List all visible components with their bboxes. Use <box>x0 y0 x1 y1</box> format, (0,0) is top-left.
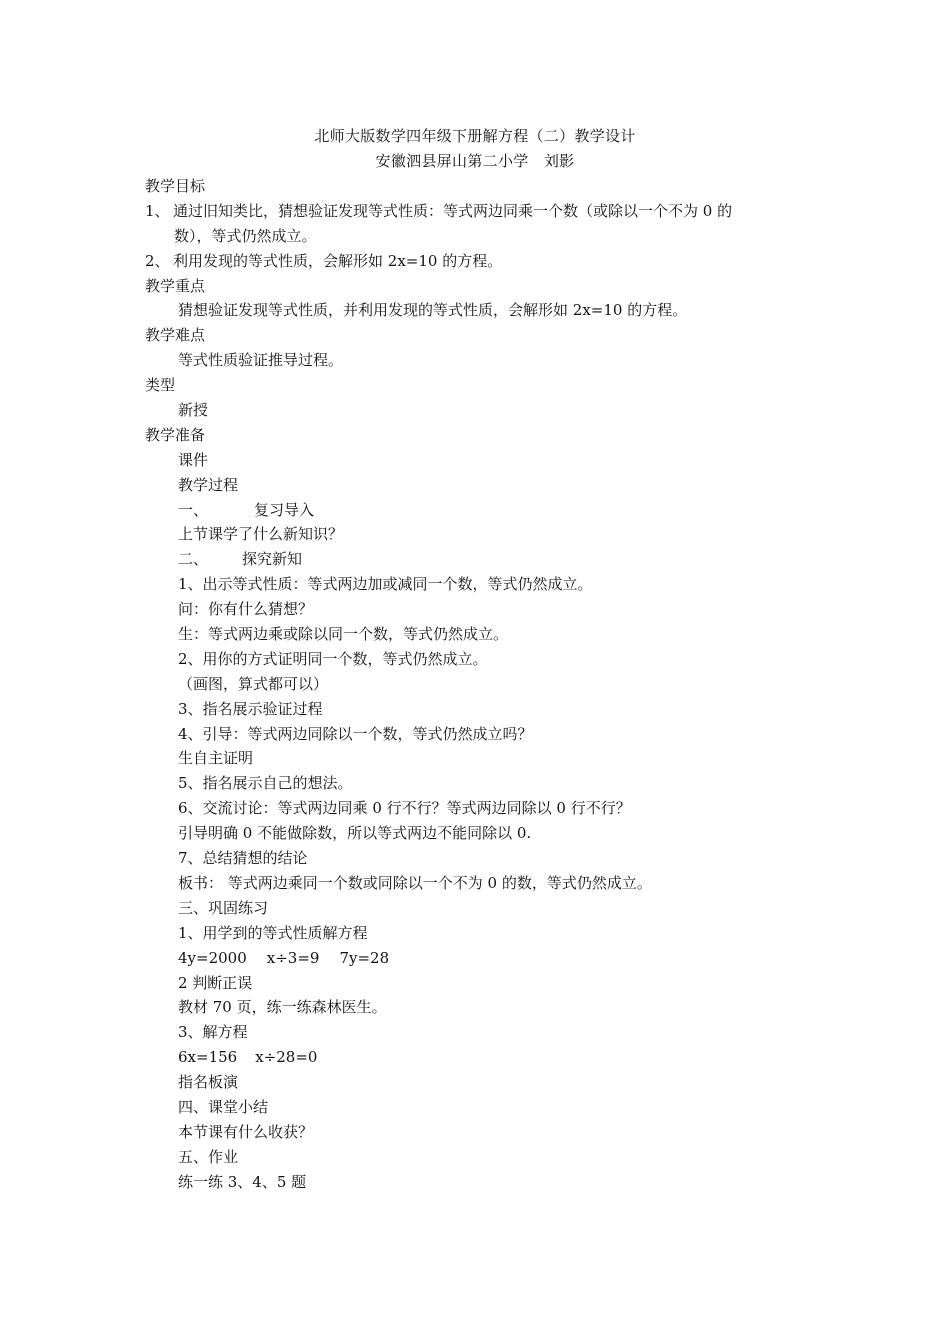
text-line: 2 判断正误 <box>178 973 253 992</box>
goal-item-1 <box>145 199 810 224</box>
text-line: 1、用学到的等式性质解方程 <box>178 923 368 942</box>
prep-text: 课件 <box>178 450 209 469</box>
goal-item-2 <box>145 249 810 274</box>
goal-heading: 教学目标 <box>145 177 206 195</box>
prep-heading: 教学准备 <box>145 425 206 444</box>
text-line: 五、作业 <box>178 1147 239 1166</box>
text-line: （画图，算式都可以） <box>178 674 329 693</box>
text-line: 1、出示等式性质：等式两边加或减同一个数，等式仍然成立。 <box>178 575 593 594</box>
difficulty-text: 等式性质验证推导过程。 <box>178 351 344 370</box>
text-line: 3、解方程 <box>178 1023 248 1042</box>
text-line: 本节课有什么收获？ <box>178 1122 314 1141</box>
text-line: 练一练 3、4、5 题 <box>178 1172 307 1191</box>
text-line: 3、指名展示验证过程 <box>178 699 323 718</box>
equation-row-2 <box>145 1045 810 1070</box>
text-line: 三、巩固练习 <box>178 898 269 917</box>
document-body <box>145 174 810 1195</box>
type-text: 新授 <box>178 401 209 420</box>
section-1-question: 上节课学了什么新知识？ <box>178 525 344 544</box>
equation-row-1 <box>145 946 810 971</box>
goal-item-1-num: 1、 <box>145 201 170 220</box>
process-heading: 教学过程 <box>178 475 239 494</box>
section-1-num: 一、 <box>178 500 209 519</box>
difficulty-heading: 教学难点 <box>145 326 206 345</box>
key-text: 猜想验证发现等式性质，并利用发现的等式性质，会解形如 2x=10 的方程。 <box>178 301 688 320</box>
document-author: 安徽泗县屏山第二小学 刘影 <box>375 152 575 170</box>
text-line: 问：你有什么猜想？ <box>178 600 314 619</box>
goal-item-1-text: 通过旧知类比，猜想验证发现等式性质：等式两边同乘一个数（或除以一个不为 0 的 <box>173 201 733 220</box>
text-line: 7、总结猜想的结论 <box>178 849 308 868</box>
text-line: 教材 70 页，练一练森林医生。 <box>178 998 387 1017</box>
text-line: 4、引导：等式两边同除以一个数，等式仍然成立吗？ <box>178 724 533 743</box>
text-line: 板书： 等式两边乘同一个数或同除以一个不为 0 的数，等式仍然成立。 <box>178 873 652 892</box>
text-line: 生：等式两边乘或除以同一个数，等式仍然成立。 <box>178 625 509 644</box>
section-2 <box>145 547 810 572</box>
equation: x÷3=9 <box>266 948 320 967</box>
text-line: 6、交流讨论：等式两边同乘 0 行不行？等式两边同除以 0 行不行？ <box>178 799 631 818</box>
goal-item-2-text: 利用发现的等式性质，会解形如 2x=10 的方程。 <box>173 251 503 270</box>
key-heading: 教学重点 <box>145 276 206 295</box>
goal-item-2-num: 2、 <box>145 251 170 270</box>
section-2-num: 二、 <box>178 550 209 569</box>
equation: 6x=156 <box>178 1048 238 1067</box>
document-title: 北师大版数学四年级下册解方程（二）教学设计 <box>314 127 636 145</box>
section-2-title: 探究新知 <box>242 550 303 569</box>
text-line: 引导明确 0 不能做除数，所以等式两边不能同除以 0. <box>178 824 532 843</box>
type-heading: 类型 <box>145 376 176 395</box>
section-1-title: 复习导入 <box>254 500 315 519</box>
text-line: 5、指名展示自己的想法。 <box>178 774 353 793</box>
text-line: 四、课堂小结 <box>178 1097 269 1116</box>
section-1 <box>145 498 810 523</box>
text-line: 2、用你的方式证明同一个数，等式仍然成立。 <box>178 649 488 668</box>
goal-item-1-cont: 数），等式仍然成立。 <box>174 226 317 245</box>
equation: x÷28=0 <box>255 1048 318 1067</box>
text-line: 指名板演 <box>178 1073 239 1092</box>
text-line: 生自主证明 <box>178 749 254 768</box>
equation: 7y=28 <box>339 948 390 967</box>
equation: 4y=2000 <box>178 948 247 967</box>
